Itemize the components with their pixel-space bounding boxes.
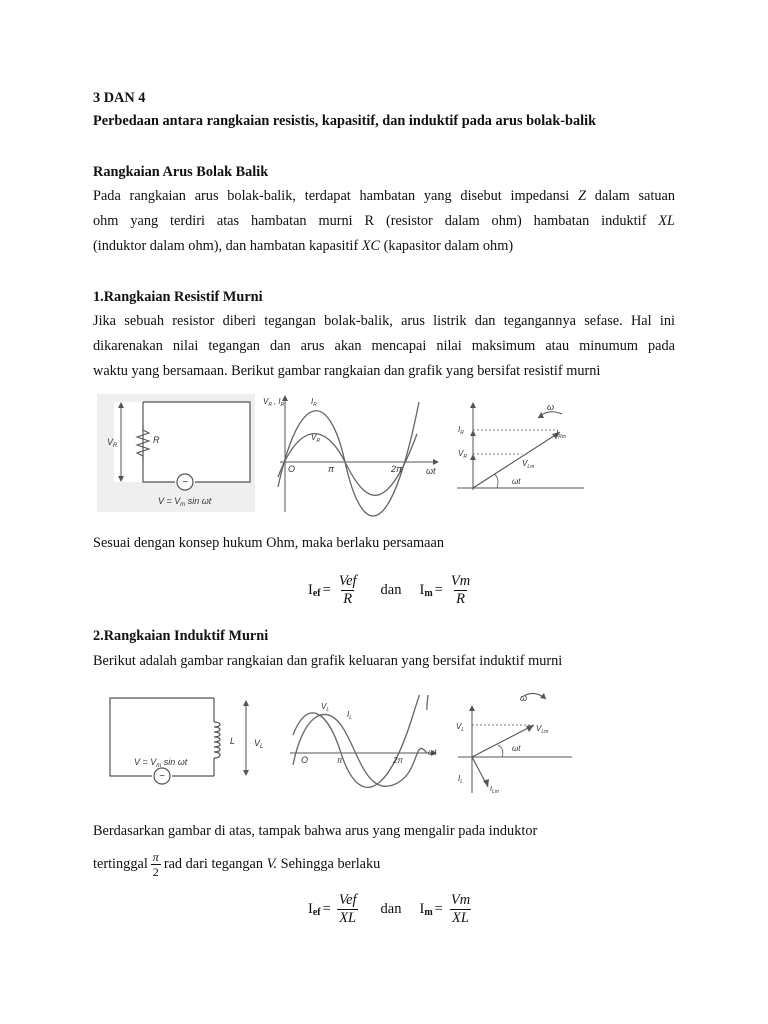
phasor-wt-label: ωt <box>512 477 521 486</box>
resistive-waveform-graph <box>255 392 445 517</box>
heading-ac-circuit: Rangkaian Arus Bolak Balik <box>93 164 269 180</box>
omega-label: ω <box>547 402 555 412</box>
label-vr: $V_R$ <box>107 437 118 449</box>
x-axis-label-2: ωt <box>428 748 437 757</box>
label-source-formula-2: $V = V_m$ sin ωt <box>134 757 188 769</box>
phasor-vlm-label: $V_{Lm}$ <box>522 459 535 470</box>
section-number: 3 DAN 4 <box>93 90 146 106</box>
paragraph-resistive-line1: Jika sebuah resistor diberi tegangan bolak-balik, arus listrik dan tegangannya sefase. Hal ini <box>93 313 675 329</box>
ac-source-symbol: ~ <box>182 477 188 488</box>
phasor-ir-label: $I_R$ <box>458 425 464 436</box>
pi-tick-label-2: π <box>337 756 343 765</box>
inductive-equation: I ef = $\frac{\text{Vef}}{XL}$ dan I m = $\frac{Vm}{XL}$ <box>308 892 471 926</box>
two-pi-tick-label-2: 2π <box>393 756 403 765</box>
resistive-circuit-diagram <box>96 394 256 512</box>
x-axis-label: ωt <box>426 466 436 476</box>
ohm-law-text: Sesuai dengan konsep hukum Ohm, maka berlaku persamaan <box>93 535 444 551</box>
phasor-il-label: $I_L$ <box>458 774 464 785</box>
paragraph-inductive-after2: tertinggal $\frac{\pi}{2}$ rad dari tegangan V. Sehingga berlaku <box>93 850 381 879</box>
curve-v-label: $V_R$ <box>311 433 320 444</box>
origin-label: O <box>288 464 296 474</box>
phasor-vl-label: $V_L$ <box>456 722 465 733</box>
resistive-phasor-diagram <box>452 398 588 498</box>
resistive-equation: I ef = $\frac{\text{Vef}}{R}$ dan I m = $\frac{Vm}{R}$ <box>308 573 471 607</box>
phasor-vr-label: $V_R$ <box>458 449 467 460</box>
paragraph-ac-line2: ohm yang terdiri atas hambatan murni R (resistor dalam ohm) hambatan induktif XL <box>93 213 675 229</box>
inductive-waveform-graph <box>285 695 445 795</box>
label-vl: $V_L$ <box>254 738 264 750</box>
heading-resistive: 1.Rangkaian Resistif Murni <box>93 289 263 305</box>
label-source-formula: $V = V_m$ sin ωt <box>158 496 212 508</box>
inductive-phasor-diagram <box>450 685 575 795</box>
label-resistor: R <box>153 435 160 445</box>
origin-label-2: O <box>301 755 309 765</box>
curve-i-label: $I_R$ <box>311 397 317 408</box>
paragraph-inductive-after1: Berdasarkan gambar di atas, tampak bahwa arus yang mengalir pada induktor <box>93 823 538 839</box>
axis-y-label: $V_R$ , $I_R$ <box>263 397 285 408</box>
curve-vl-label: $V_L$ <box>321 702 330 713</box>
phasor-ilm-label: $I_{Lm}$ <box>490 786 499 795</box>
paragraph-resistive-line2: dikarenakan nilai tegangan dan arus akan mencapai nilai maksimum atau minumum pada <box>93 338 675 354</box>
paragraph-resistive-line3: waktu yang bersamaan. Berikut gambar rangkaian dan grafik yang bersifat resistif murni <box>93 363 601 379</box>
curve-il-label: $I_L$ <box>347 710 353 721</box>
pi-tick-label: π <box>328 464 335 474</box>
two-pi-tick-label: 2π <box>391 464 403 474</box>
phasor-wt-label-2: ωt <box>512 744 521 753</box>
page-title: Perbedaan antara rangkaian resistis, kapasitif, dan induktif pada arus bolak-balik <box>93 113 597 129</box>
heading-inductive: 2.Rangkaian Induktif Murni <box>93 628 269 644</box>
phasor-irm-label: $I_{Rm}$ <box>556 429 567 440</box>
paragraph-ac-line1: Pada rangkaian arus bolak-balik, terdapat hambatan yang disebut impedansi Z dalam satuan <box>93 188 676 204</box>
ac-source-symbol-2: ~ <box>159 771 165 782</box>
omega-label-2: ω <box>520 693 528 703</box>
phasor-vlm-label-2: $V_{Lm}$ <box>536 724 549 735</box>
paragraph-ac-line3: (induktor dalam ohm), dan hambatan kapasitif XC (kapasitor dalam ohm) <box>93 238 514 254</box>
label-inductor: L <box>230 736 236 746</box>
inductive-circuit-diagram <box>108 692 278 800</box>
paragraph-inductive-intro: Berikut adalah gambar rangkaian dan grafik keluaran yang bersifat induktif murni <box>93 653 563 669</box>
